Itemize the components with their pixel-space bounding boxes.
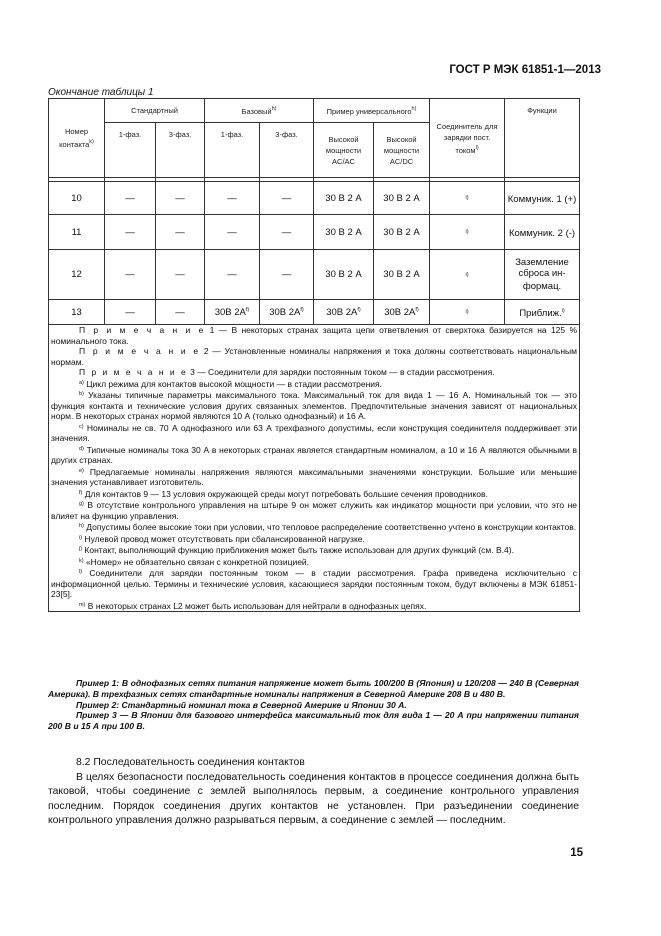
footnote-f: $^{f)}$ Для контактов 9 — 13 условия окружающей среды могут потребовать большие сечения проводников. xyxy=(79,488,488,499)
section-heading: 8.2 Последовательность соединения контактов xyxy=(76,757,305,768)
table-caption: Окончание таблицы 1 xyxy=(48,87,154,98)
table-row xyxy=(49,215,580,250)
section-body: В целях безопасности последовательность соединения контактов в процессе соединения должна быть таковой, чтобы соединение с землей выполнялось первым, а соединение контрольного управления последним. Порядок соединения других контактов не установлен. При разъединении соединение контрольного управления должно разрываться первым, а соединение с землей — последним. xyxy=(48,771,579,827)
note-1: П р и м е ч а н и е 1 — В некоторых странах защита цепи ответвления от сверхтока базируется на 125 % номинального тока. xyxy=(51,325,578,346)
footnote-m: $^{m)}$ В некоторых странах L2 может быть использован для нейтрали в однофазных цепях. xyxy=(79,600,427,611)
cell-universal-ac: 30 В 2 А xyxy=(314,250,374,300)
footnote-a: $^{a)}$ Цикл режима для контактов высокой мощности — в стадии рассмотрения. xyxy=(79,378,383,389)
cell-basic-3ph: — xyxy=(260,250,314,300)
header-basic-1ph: 1-фаз. xyxy=(205,123,260,178)
table-notes xyxy=(49,325,580,612)
cell-function: Заземление сброса ин-формац. xyxy=(505,250,580,300)
cell-dc-connector: i) xyxy=(430,250,505,300)
header-universal: Пример универсального$^{h)}$ xyxy=(314,99,430,123)
cell-universal-ac: 30 В 2 А xyxy=(314,215,374,250)
cell-function: Коммуник. 2 (-) xyxy=(505,215,580,250)
header-basic-3ph: 3-фаз. xyxy=(260,123,314,178)
cell-standard-3ph: — xyxy=(156,250,205,300)
footnote-c: $^{c)}$ Номиналы не св. 70 А однофазного или 63 А трехфазного допустимы, если конструкция соединителя поддерживает эти значения. xyxy=(51,422,578,443)
examples-block xyxy=(48,678,579,732)
cell-standard-1ph: — xyxy=(105,215,156,250)
cell-basic-3ph: — xyxy=(260,215,314,250)
cell-standard-3ph: — xyxy=(156,300,205,325)
header-universal-dc: Высокой мощности AC/DC xyxy=(374,123,430,178)
example-1: Пример 1: В однофазных сетях питания напряжение может быть 100/200 В (Япония) и 120/208 — 240 В (Северная Америка). В трехфазных сетях стандартные номиналы напряжения в Северной Америке 208 В и 480 В. xyxy=(48,678,579,699)
cell-basic-3ph: 30В $2А^{f)}$ xyxy=(260,300,314,325)
footnote-l: $^{l)}$ Соединители для зарядки постоянным током — в стадии рассмотрения. Графа приведена исключительно с информационной целью. Термины и технические условия, касающиеся зарядки постоянным током, будут включены в МЭК 61851-23[5]. xyxy=(51,568,578,599)
header-functions: Функции xyxy=(505,99,580,178)
table-row xyxy=(49,300,580,325)
cell-contact-number: 12 xyxy=(49,250,105,300)
cell-dc-connector: i) xyxy=(430,215,505,250)
footnote-h: $^{h)}$ Допустимы более высокие токи при условии, что тепловое распределение соответственно учтено в конструкции контактов. xyxy=(79,522,577,532)
cell-dc-connector: i) xyxy=(430,182,505,215)
cell-universal-dc: 30 В 2 А xyxy=(374,182,430,215)
cell-universal-ac: 30В $2А^{f)}$ xyxy=(314,300,374,325)
cell-contact-number: 13 xyxy=(49,300,105,325)
cell-universal-dc: 30 В 2 А xyxy=(374,215,430,250)
header-standard-3ph: 3-фаз. xyxy=(156,123,205,178)
footnote-e: $^{e)}$ Предлагаемые номиналы напряжения являются максимальными значениями конструкции. Большие или меньшие значения устанавливает изготовитель. xyxy=(51,466,578,487)
cell-function: Коммуник. 1 (+) xyxy=(505,182,580,215)
footnote-b: $^{b)}$ Указаны типичные параметры максимального тока. Максимальный ток для вида 1 — 16 А. Номинальный ток — это функция контакта и технические условия других связанных элементов. Предпочтительные значения зависят от национальных норм. В некоторых странах нормой являются 10 А (только однофазный) и 16 А. xyxy=(51,390,578,421)
header-contact-number: Номер контакта$^{k)}$ xyxy=(49,99,105,178)
page-number: 15 xyxy=(570,847,583,859)
cell-standard-3ph: — xyxy=(156,215,205,250)
footnote-g: $^{g)}$ В отсутствие контрольного управления на штыре 9 он может служить как индикатор мощности при условии, что это не влияет на функцию управления. xyxy=(51,500,578,521)
footnote-k: $^{k)}$ «Номер» не обязательно связан с конкретной позицией. xyxy=(79,556,310,567)
footnote-i: $^{i)}$ Нулевой провод может отсутствовать при сбалансированной нагрузке. xyxy=(79,533,365,544)
header-standard: Стандартный xyxy=(105,99,205,123)
cell-basic-1ph: — xyxy=(205,182,260,215)
example-3: Пример 3 — В Японии для базового интерфейса максимальный ток для вида 1 — 20 А при напряжении питания 200 В и 15 А при 100 В. xyxy=(48,710,579,732)
cell-dc-connector: i) xyxy=(430,300,505,325)
cell-basic-3ph: — xyxy=(260,182,314,215)
cell-standard-3ph: — xyxy=(156,182,205,215)
cell-contact-number: 10 xyxy=(49,182,105,215)
footnote-d: $^{d)}$ Типичные номиналы тока 30 А в некоторых странах является стандартным номиналом, а 10 и 16 А являются обычными в других странах. xyxy=(51,444,578,465)
note-2: П р и м е ч а н и е 2 — Установленные номиналы напряжения и тока должны соответствовать национальным нормам. xyxy=(51,346,577,367)
cell-function: Приближ.$^{i)}$ xyxy=(505,300,580,325)
cell-basic-1ph: — xyxy=(205,250,260,300)
section-8-2 xyxy=(48,756,579,829)
cell-standard-1ph: — xyxy=(105,182,156,215)
contacts-table xyxy=(48,98,580,612)
example-2: Пример 2: Стандартный номинал тока в Северной Америке и Японии 30 А. xyxy=(76,699,407,710)
cell-basic-1ph: 30В $2А^{f)}$ xyxy=(205,300,260,325)
cell-universal-dc: 30 В 2 А xyxy=(374,250,430,300)
header-basic: Базовый$^{h)}$ xyxy=(205,99,314,123)
header-dc-connector: Соединитель для зарядки пост. током$^{l)}$ xyxy=(430,99,505,178)
header-standard-1ph: 1-фаз. xyxy=(105,123,156,178)
cell-contact-number: 11 xyxy=(49,215,105,250)
footnote-j: $^{j)}$ Контакт, выполняющий функцию приближения может быть также использован для других функций (см. В.4). xyxy=(79,545,514,555)
document-header: ГОСТ Р МЭК 61851-1—2013 xyxy=(449,64,601,76)
note-3: П р и м е ч а н и е 3 — Соединители для зарядки постоянным током — в стадии рассмотрения. xyxy=(79,367,495,377)
table-row xyxy=(49,182,580,215)
header-universal-ac: Высокой мощности AC/AC xyxy=(314,123,374,178)
cell-universal-dc: 30В $2А^{f)}$ xyxy=(374,300,430,325)
cell-basic-1ph: — xyxy=(205,215,260,250)
cell-universal-ac: 30 В 2 А xyxy=(314,182,374,215)
table-row xyxy=(49,250,580,300)
cell-standard-1ph: — xyxy=(105,250,156,300)
cell-standard-1ph: — xyxy=(105,300,156,325)
